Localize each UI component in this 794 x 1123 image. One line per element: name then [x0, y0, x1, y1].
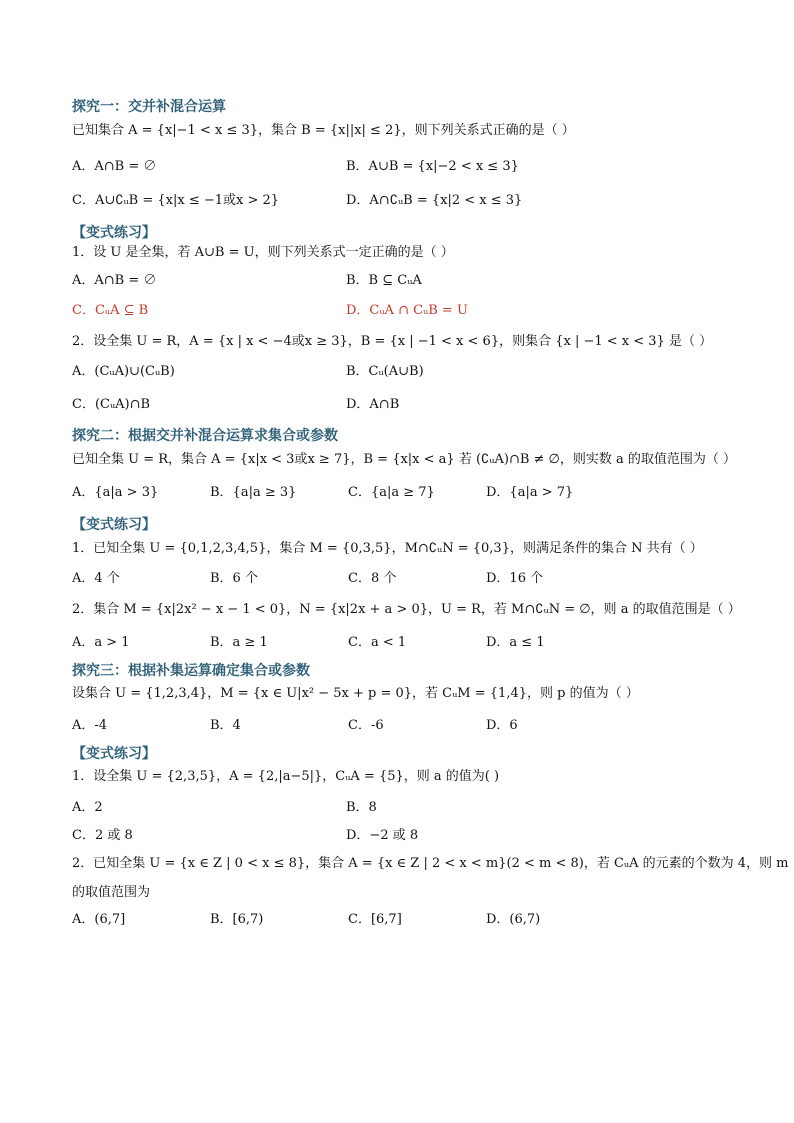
- option-d: D．A∩∁ᵤB = {x|2 < x ≤ 3}: [346, 193, 523, 208]
- option-b: B．[6,7): [210, 912, 264, 927]
- option-b: B．B ⊆ CᵤA: [346, 273, 422, 288]
- option-b: B．6 个: [210, 571, 258, 586]
- variant-1-question-2: 2．设全集 U = R，A = {x | x < −4或x ≥ 3}，B = {x | −1 < x < 6}，则集合 {x | −1 < x < 3} 是（ ）: [72, 334, 713, 349]
- option-d: D．CᵤA ∩ CᵤB = U: [346, 303, 468, 318]
- option-d: D．16 个: [486, 571, 544, 586]
- option-b: B．a ≥ 1: [210, 635, 268, 650]
- option-c: C．2 或 8: [72, 828, 133, 843]
- variant-heading-3: 【变式练习】: [72, 746, 156, 762]
- variant-3-question-2: 2．已知全集 U = {x ∈ Z | 0 < x ≤ 8}，集合 A = {x ∈ Z | 2 < x < m}(2 < m < 8)，若 CᵤA 的元素的个数为 4，则 m: [72, 856, 789, 871]
- option-a: A．4 个: [72, 571, 120, 586]
- variant-heading-1: 【变式练习】: [72, 225, 156, 241]
- section-heading-2: 探究二：根据交并补混合运算求集合或参数: [72, 428, 338, 444]
- option-d: D．−2 或 8: [346, 828, 419, 843]
- option-b: B．4: [210, 718, 241, 733]
- option-c: C．{a|a ≥ 7}: [348, 485, 435, 500]
- variant-3-question-2-cont: 的取值范围为: [72, 885, 151, 900]
- option-a: A．A∩B = ∅: [72, 273, 157, 288]
- option-c: C．8 个: [348, 571, 397, 586]
- option-c: C．A∪∁ᵤB = {x|x ≤ −1或x > 2}: [72, 193, 280, 208]
- section-heading-1: 探究一：交并补混合运算: [72, 99, 226, 115]
- option-c: C．CᵤA ⊆ B: [72, 303, 149, 318]
- variant-2-question-1: 1．已知全集 U = {0,1,2,3,4,5}，集合 M = {0,3,5}，M∩∁ᵤN = {0,3}，则满足条件的集合 N 共有（ ）: [72, 541, 703, 556]
- option-a: A．{a|a > 3}: [72, 485, 159, 500]
- question-2: 已知全集 U = R，集合 A = {x|x < 3或x ≥ 7}，B = {x|x < a} 若 (∁ᵤA)∩B ≠ ∅，则实数 a 的取值范围为（ ）: [72, 452, 737, 467]
- question-3: 设集合 U = {1,2,3,4}，M = {x ∈ U|x² − 5x + p = 0}，若 CᵤM = {1,4}，则 p 的值为（ ）: [72, 686, 639, 701]
- option-c: C．a < 1: [348, 635, 407, 650]
- option-b: B．{a|a ≥ 3}: [210, 485, 297, 500]
- option-b: B．Cᵤ(A∪B): [346, 364, 424, 379]
- variant-1-question-1: 1．设 U 是全集，若 A∪B = U，则下列关系式一定正确的是（ ）: [72, 245, 454, 260]
- option-a: A．-4: [72, 718, 108, 733]
- option-c: C．-6: [348, 718, 384, 733]
- option-c: C．[6,7]: [348, 912, 402, 927]
- option-c: C．(CᵤA)∩B: [72, 397, 151, 412]
- option-b: B．8: [346, 800, 377, 815]
- option-d: D．6: [486, 718, 518, 733]
- variant-2-question-2: 2．集合 M = {x|2x² − x − 1 < 0}，N = {x|2x + a > 0}，U = R，若 M∩∁ᵤN = ∅，则 a 的取值范围是（ ）: [72, 602, 741, 617]
- option-a: A．(CᵤA)∪(CᵤB): [72, 364, 175, 379]
- option-b: B．A∪B = {x|−2 < x ≤ 3}: [346, 159, 519, 174]
- variant-heading-2: 【变式练习】: [72, 517, 156, 533]
- option-d: D．A∩B: [346, 397, 400, 412]
- variant-3-question-1: 1．设全集 U = {2,3,5}，A = {2,|a−5|}，CᵤA = {5}，则 a 的值为( ): [72, 769, 500, 784]
- option-a: A．2: [72, 800, 103, 815]
- option-a: A．a > 1: [72, 635, 130, 650]
- option-d: D．a ≤ 1: [486, 635, 545, 650]
- question-1: 已知集合 A = {x|−1 < x ≤ 3}，集合 B = {x||x| ≤ 2}，则下列关系式正确的是（ ）: [72, 123, 575, 138]
- option-d: D．{a|a > 7}: [486, 485, 574, 500]
- option-d: D．(6,7): [486, 912, 541, 927]
- option-a: A．(6,7]: [72, 912, 126, 927]
- option-a: A．A∩B = ∅: [72, 159, 157, 174]
- section-heading-3: 探究三：根据补集运算确定集合或参数: [72, 663, 310, 679]
